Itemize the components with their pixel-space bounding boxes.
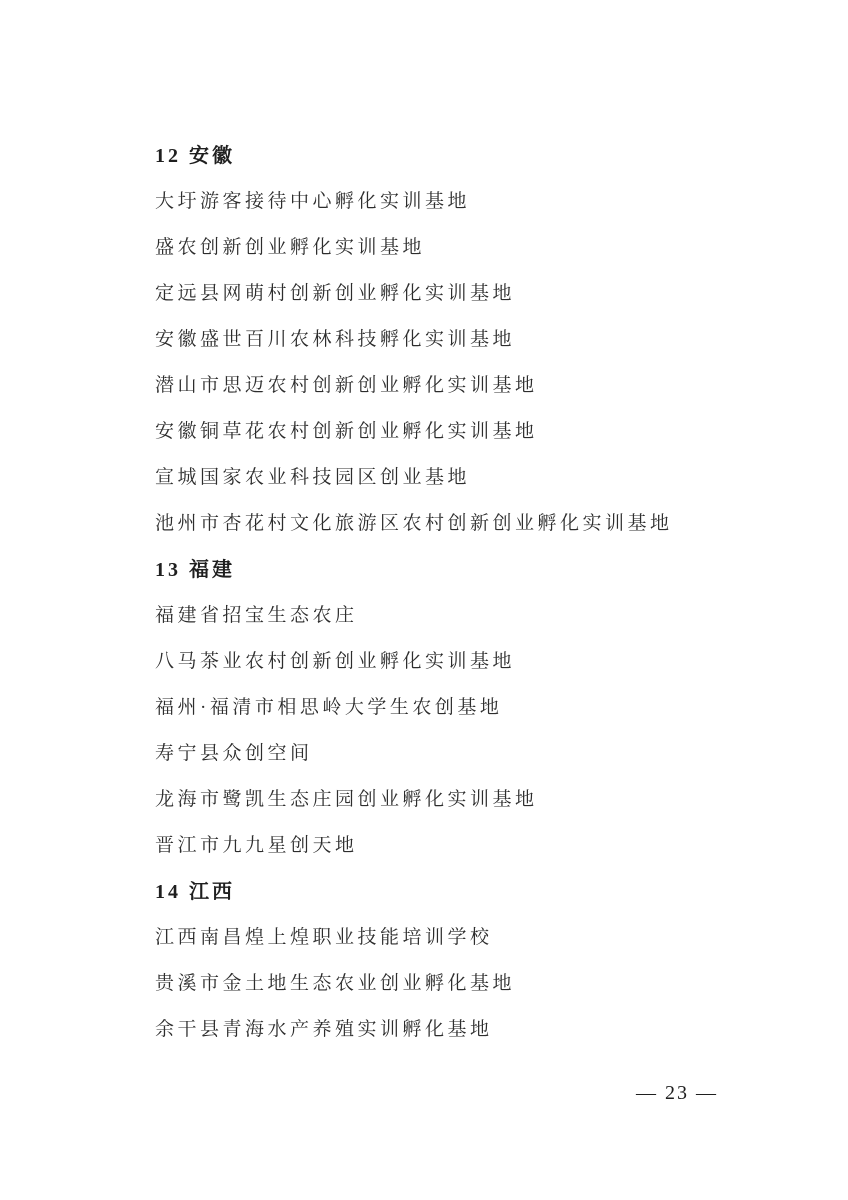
list-item: 龙海市鹭凯生态庄园创业孵化实训基地 <box>155 789 538 810</box>
section-heading: 12 安徽 <box>155 145 235 167</box>
section-heading: 14 江西 <box>155 881 235 903</box>
list-item: 池州市杏花村文化旅游区农村创新创业孵化实训基地 <box>155 513 673 534</box>
list-item: 福州·福清市相思岭大学生农创基地 <box>155 697 503 718</box>
section-items <box>155 928 735 1040</box>
list-item: 安徽盛世百川农林科技孵化实训基地 <box>155 329 516 350</box>
page-number: — 23 — <box>636 1082 718 1104</box>
list-item: 八马茶业农村创新创业孵化实训基地 <box>155 651 516 672</box>
list-item: 大圩游客接待中心孵化实训基地 <box>155 191 471 212</box>
section-items <box>155 606 735 856</box>
list-item: 江西南昌煌上煌职业技能培训学校 <box>155 927 493 948</box>
list-item: 寿宁县众创空间 <box>155 743 313 764</box>
list-item: 盛农创新创业孵化实训基地 <box>155 237 426 258</box>
province-section <box>155 882 735 1040</box>
section-items <box>155 192 735 534</box>
province-section <box>155 560 735 856</box>
list-item: 福建省招宝生态农庄 <box>155 605 358 626</box>
province-section <box>155 146 735 534</box>
list-item: 贵溪市金土地生态农业创业孵化基地 <box>155 973 516 994</box>
section-heading: 13 福建 <box>155 559 235 581</box>
list-item: 安徽铜草花农村创新创业孵化实训基地 <box>155 421 538 442</box>
list-item: 晋江市九九星创天地 <box>155 835 358 856</box>
list-item: 潜山市思迈农村创新创业孵化实训基地 <box>155 375 538 396</box>
document-body <box>155 146 735 1066</box>
list-item: 宣城国家农业科技园区创业基地 <box>155 467 471 488</box>
list-item: 定远县网萌村创新创业孵化实训基地 <box>155 283 516 304</box>
list-item: 余干县青海水产养殖实训孵化基地 <box>155 1019 493 1040</box>
